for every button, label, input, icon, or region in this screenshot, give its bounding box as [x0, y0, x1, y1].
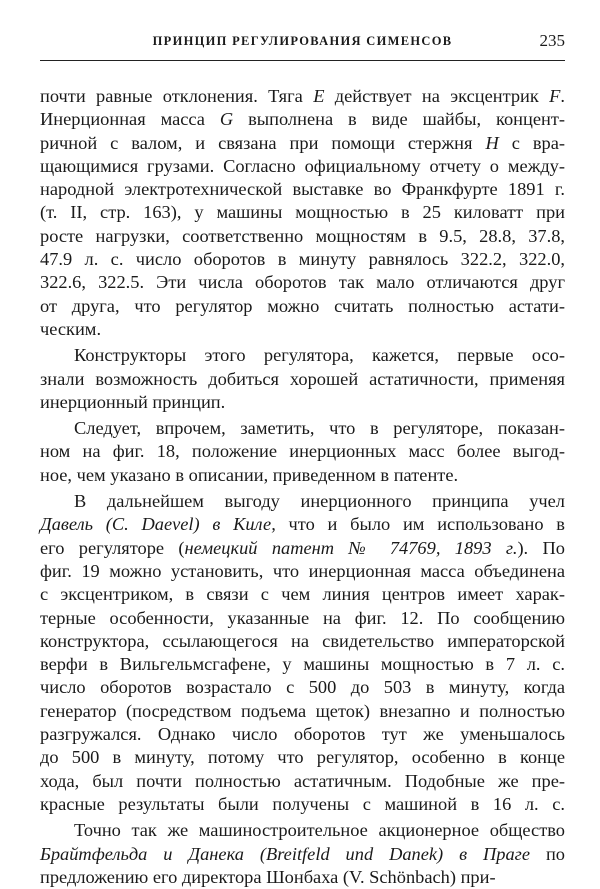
text-segment: (т. II, стр. 163), у машины мощностью в 25 киловатт при [40, 202, 565, 223]
italic-text: Брайтфельда и Данека (Breitfeld und Danek) в Праге [40, 843, 531, 864]
text-segment: . [560, 86, 565, 106]
header-rule [40, 60, 565, 61]
text-line [40, 630, 565, 653]
text-line [40, 537, 565, 560]
text-line [40, 440, 565, 463]
text-segment: генератор (посредством подъема щеток) внезапно и полностью [40, 700, 565, 721]
text-line [40, 607, 565, 630]
paragraph [40, 819, 565, 889]
text-line [40, 155, 565, 178]
text-segment: выполнена в виде шайбы, концент- [233, 109, 566, 130]
text-segment: 322.6, 322.5. Эти числа оборотов так мало отличаются друг [40, 272, 565, 293]
text-segment: фиг. 19 можно установить, что инерционная масса объединена [40, 560, 565, 581]
text-segment: терные особенности, указанные на фиг. 12. По сообщению [40, 607, 565, 628]
text-segment: почти равные отклонения. Тяга [40, 86, 314, 106]
text-segment: В дальнейшем выгоду инерционного принципа учел [74, 491, 565, 512]
text-line [40, 819, 565, 842]
text-segment: Точно так же машиностроительное акционерное общество [74, 820, 565, 841]
text-segment: действует на эксцентрик [324, 86, 550, 106]
text-segment: верфи в Вильгельмсгафене, у машины мощностью в 7 л. с. [40, 654, 565, 675]
text-line [40, 583, 565, 606]
text-line [40, 676, 565, 699]
text-line [40, 490, 565, 513]
running-title: ПРИНЦИП РЕГУЛИРОВАНИЯ СИМЕНСОВ [152, 34, 453, 48]
text-segment: ном на фиг. 18, положение инерционных масс более выгод- [40, 441, 565, 462]
text-segment: по [530, 843, 565, 864]
text-line [40, 464, 565, 487]
text-segment: Инерционная масса [40, 109, 220, 130]
text-segment: предложению его директора Шонбаха (V. Schönbach) при- [40, 866, 496, 887]
text-line [40, 271, 565, 294]
paragraph [40, 490, 565, 816]
paragraph [40, 344, 565, 414]
text-segment: до 500 в минуту, потому что регулятор, особенно в конце [40, 747, 565, 768]
italic-text: G [219, 109, 234, 130]
text-segment: что и было им использовано в [275, 514, 565, 535]
text-line [40, 344, 565, 367]
text-segment: ричной с валом, и связана при помощи стержня [40, 132, 486, 153]
text-line [40, 225, 565, 248]
paragraph [40, 85, 565, 341]
text-segment: росте нагрузки, соответственно мощностям в 9.5, 28.8, 37.8, [40, 225, 565, 246]
page-number: 235 [539, 31, 565, 50]
text-line [40, 653, 565, 676]
text-segment: красные результаты были получены с машиной в 16 л. с. [40, 793, 565, 814]
italic-text: F [549, 86, 561, 106]
text-segment: разгружался. Однако число оборотов тут же уменьшалось [40, 724, 565, 745]
italic-text: E [313, 86, 325, 106]
text-segment: народной электротехнической выставке во Франкфурте 1891 г. [40, 179, 565, 200]
text-segment: хода, был почти полностью астатичным. Подобные же пре- [40, 770, 565, 791]
text-segment: от друга, что регулятор можно считать полностью астати- [40, 295, 565, 316]
text-line [40, 248, 565, 271]
text-segment: с эксцентриком, в связи с чем линия центров имеет харак- [40, 584, 565, 605]
text-line [40, 201, 565, 224]
italic-text: H [485, 132, 499, 153]
text-segment: число оборотов возрастало с 500 до 503 в минуту, когда [40, 677, 565, 698]
text-segment: ). По [517, 537, 565, 558]
text-line [40, 391, 565, 414]
text-segment: инерционный принцип. [40, 391, 226, 412]
text-line [40, 746, 565, 769]
text-segment: ческим. [40, 318, 102, 339]
text-line [40, 843, 565, 866]
text-segment: конструктора, ссылающегося на свидетельство императорской [40, 630, 565, 651]
text-segment: Конструкторы этого регулятора, кажется, первые осо- [74, 345, 565, 366]
text-segment: ное, чем указано в описании, приведенном в патенте. [40, 464, 459, 485]
text-segment: его регуляторе ( [40, 537, 185, 558]
text-segment: знали возможность добиться хорошей астатичности, применяя [40, 368, 565, 389]
text-line [40, 560, 565, 583]
text-line [40, 700, 565, 723]
text-segment: с вра- [498, 132, 565, 153]
text-line [40, 866, 565, 889]
text-segment: Следует, впрочем, заметить, что в регуляторе, показан- [74, 418, 565, 439]
text-segment: 47.9 л. с. число оборотов в минуту равнялось 322.2, 322.0, [40, 249, 565, 270]
text-line [40, 108, 565, 131]
text-line [40, 295, 565, 318]
text-line [40, 368, 565, 391]
text-line [40, 318, 565, 341]
text-line [40, 85, 565, 108]
italic-text: Давель (C. Daevel) в Киле, [40, 514, 276, 535]
paragraph [40, 417, 565, 487]
text-line [40, 513, 565, 536]
text-line [40, 770, 565, 793]
text-line [40, 178, 565, 201]
text-segment: щающимися грузами. Согласно официальному отчету о между- [40, 155, 565, 176]
text-line [40, 793, 565, 816]
text-line [40, 417, 565, 440]
page-header [40, 31, 565, 54]
italic-text: немецкий патент № 74769, 1893 г. [184, 537, 518, 558]
body-text [40, 85, 565, 889]
text-line [40, 723, 565, 746]
text-line [40, 132, 565, 155]
